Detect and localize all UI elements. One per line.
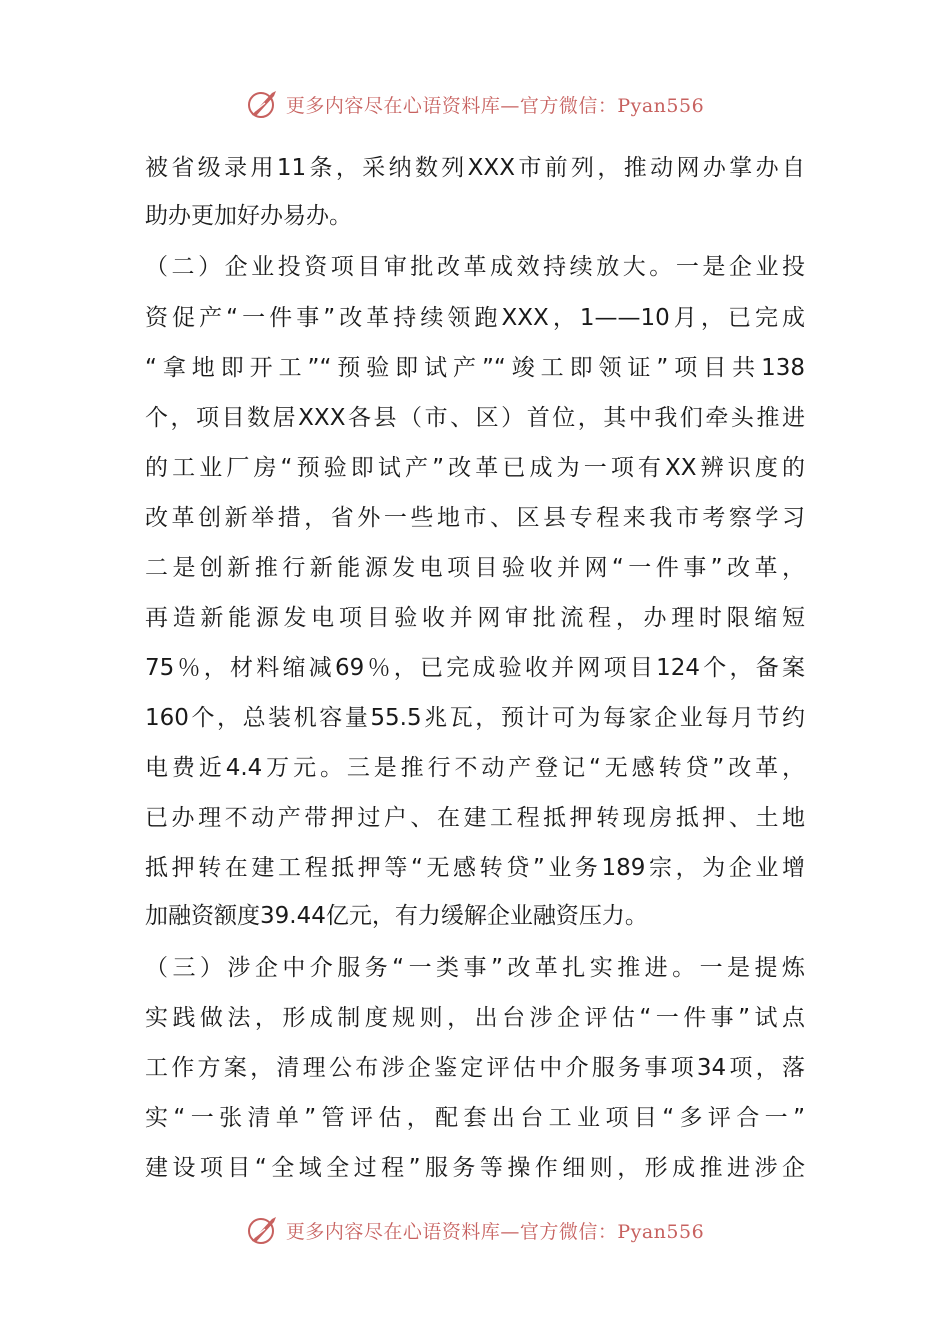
quill-pen-icon xyxy=(246,1213,280,1247)
body-text-line: 已办理不动产带押过户、在建工程抵押转现房抵押、土地 xyxy=(145,805,805,831)
body-text-line: 电费近4.4万元。三是推行不动产登记“无感转贷”改革， xyxy=(145,755,805,781)
body-text-line: 160个，总装机容量55.5兆瓦，预计可为每家企业每月节约 xyxy=(145,705,805,731)
footer-watermark-text: 更多内容尽在心语资料库—官方微信：Pyan556 xyxy=(285,1220,705,1243)
body-text-line: （二）企业投资项目审批改革成效持续放大。一是企业投 xyxy=(145,254,805,280)
body-text-line: 二是创新推行新能源发电项目验收并网“一件事”改革， xyxy=(145,555,805,581)
body-text-line: （三）涉企中介服务“一类事”改革扎实推进。一是提炼 xyxy=(145,955,805,981)
body-text-line: 再造新能源发电项目验收并网审批流程，办理时限缩短 xyxy=(145,605,805,631)
body-text-line: 改革创新举措，省外一些地市、区县专程来我市考察学习 xyxy=(145,505,805,531)
footer-watermark-inner xyxy=(246,1213,704,1247)
body-text-line: 的工业厂房“预验即试产”改革已成为一项有XX辨识度的 xyxy=(145,455,805,481)
body-text-line: “拿地即开工”“预验即试产”“竣工即领证”项目共138 xyxy=(145,355,805,381)
body-text-line: 个，项目数居XXX各县（市、区）首位，其中我们牵头推进 xyxy=(145,405,805,431)
body-text-line: 资促产“一件事”改革持续领跑XXX，1——10月，已完成 xyxy=(145,305,805,331)
body-text-line: 助办更加好办易办。 xyxy=(145,203,352,229)
body-text-line: 实践做法，形成制度规则，出台涉企评估“一件事”试点 xyxy=(145,1005,805,1031)
body-text-line: 实“一张清单”管评估，配套出台工业项目“多评合一” xyxy=(145,1105,805,1131)
header-watermark-text: 更多内容尽在心语资料库—官方微信：Pyan556 xyxy=(285,94,705,117)
body-text-line: 75％，材料缩减69％，已完成验收并网项目124个，备案 xyxy=(145,655,805,681)
body-text-line: 建设项目“全域全过程”服务等操作细则，形成推进涉企 xyxy=(145,1155,805,1181)
body-text-line: 工作方案，清理公布涉企鉴定评估中介服务事项34项，落 xyxy=(145,1055,805,1081)
footer-watermark xyxy=(0,1210,950,1250)
body-text-line: 加融资额度39.44亿元，有力缓解企业融资压力。 xyxy=(145,903,648,929)
body-text-line: 抵押转在建工程抵押等“无感转贷”业务189宗，为企业增 xyxy=(145,855,805,881)
body-text-line: 被省级录用11条，采纳数列XXX市前列，推动网办掌办自 xyxy=(145,155,805,181)
